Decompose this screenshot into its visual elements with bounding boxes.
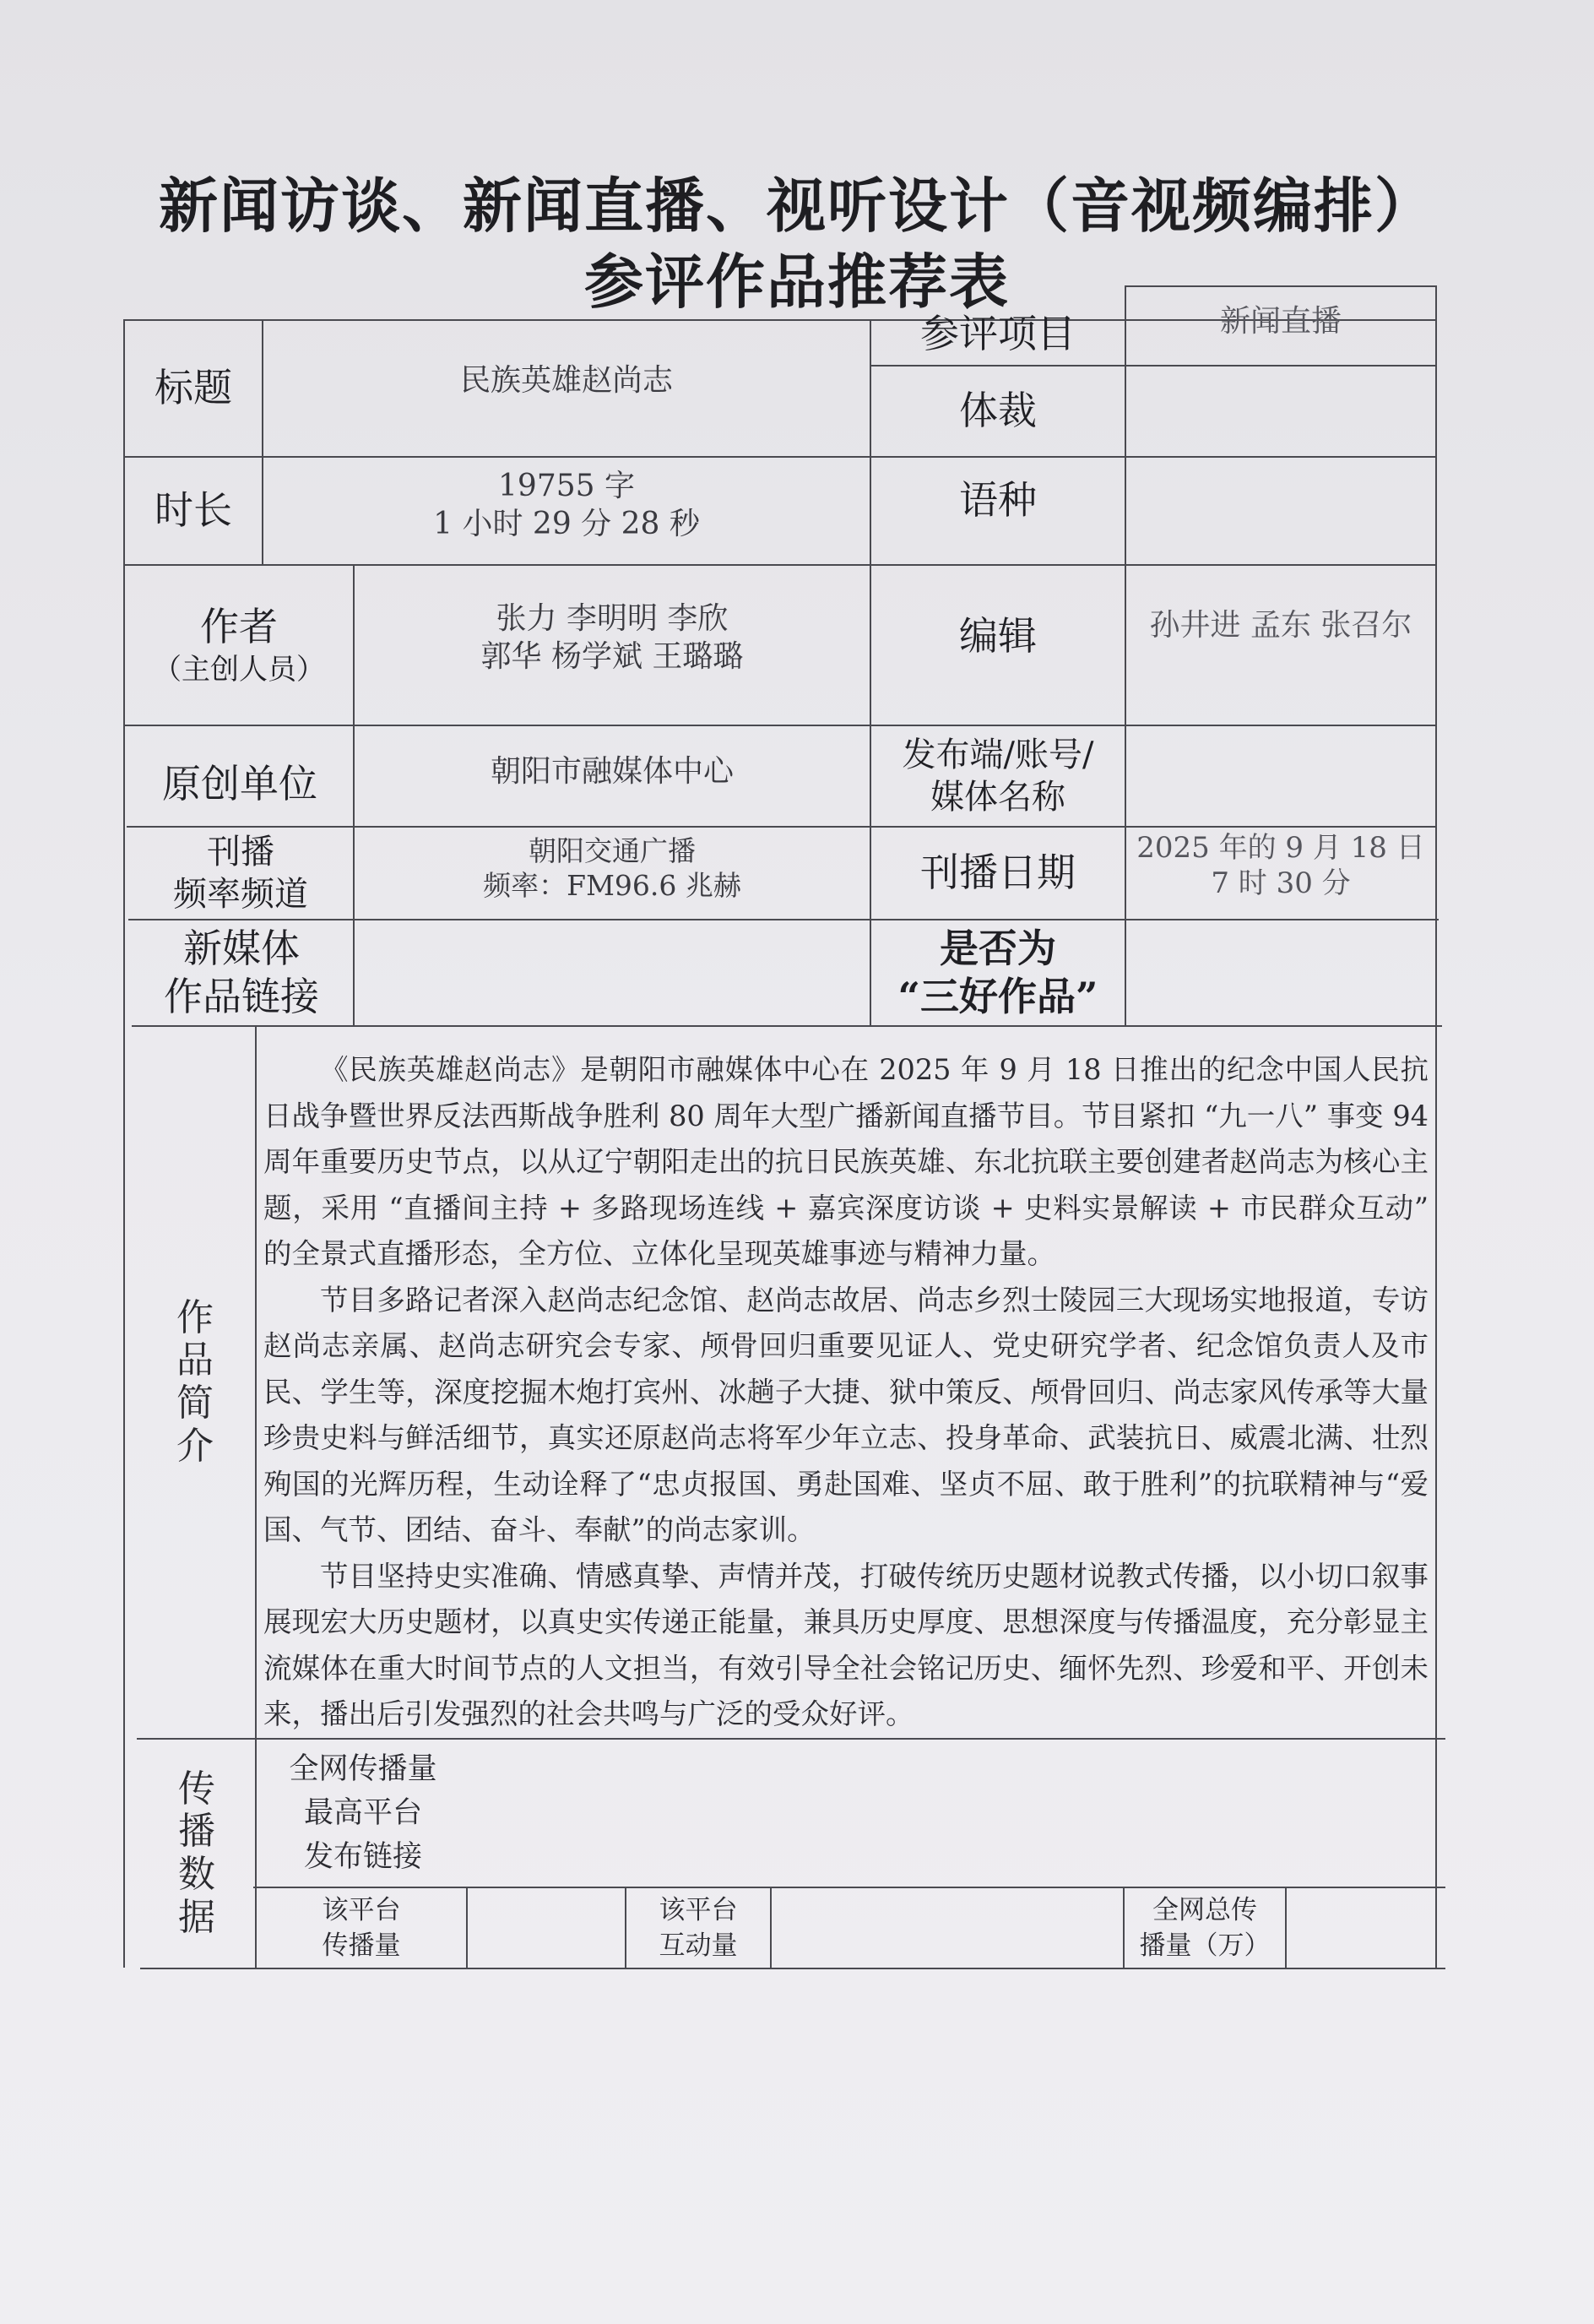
date-line1: 2025 年的 9 月 18 日 [1136, 830, 1425, 865]
channel-value [355, 828, 870, 909]
platform-interact-line1: 该平台 [659, 1895, 738, 1925]
publish-label-line1: 发布端/账号/ [902, 736, 1094, 774]
platform-interact-label [626, 1888, 770, 1968]
spread-label-char-3: 据 [178, 1895, 215, 1939]
spread-label-char-0: 传 [178, 1767, 215, 1811]
intro-text [263, 1047, 1429, 1738]
threegood-label-line2: “三好作品” [897, 974, 1098, 1019]
channel-label [128, 828, 353, 919]
total-spread-label [1125, 1888, 1285, 1968]
date-line2: 7 时 30 分 [1211, 866, 1351, 900]
editor-value: 孙井进 孟东 张召尔 [1149, 607, 1412, 643]
duration-value [263, 458, 870, 552]
category-value: 新闻直播 [1219, 303, 1342, 339]
language-label: 语种 [959, 477, 1037, 524]
threegood-label [871, 920, 1125, 1025]
intro-paragraph-2: 节目多路记者深入赵尚志纪念馆、赵尚志故居、尚志乡烈士陵园三大现场实地报道，专访赵尚志亲属、赵尚志研究会专家、颅骨回归重要见证人、党史研究学者、纪念馆负责人及市民、学生等，深度挖掘木炮打宾州、冰趟子大捷、狱中策反、颅骨回归、尚志家风传承等大量珍贵史料与鲜活细节，真实还原赵尚志将军少年立志、投身革命、武装抗日、威震北满、壮烈殉国的光辉历程，生动诠释了“忠贞报国、勇赴国难、坚贞不屈、敢于胜利”的抗联精神与“爱国、气节、团结、奋斗、奉献”的尚志家训。 [263, 1283, 1429, 1546]
unit-value: 朝阳市融媒体中心 [490, 753, 734, 789]
link-value [355, 920, 870, 1025]
author-sublabel: （主创人员） [153, 652, 325, 687]
platform-spread-line1: 该平台 [322, 1895, 401, 1925]
platform-interact-line2: 互动量 [659, 1930, 738, 1961]
total-spread-line1: 全网总传 [1152, 1895, 1257, 1925]
threegood-value [1126, 920, 1435, 1025]
intro-label-char-0: 作 [176, 1295, 214, 1339]
genre-value [1126, 367, 1435, 456]
duration-line1: 19755 字 [498, 469, 635, 503]
platform-spread-label [257, 1888, 466, 1968]
publish-label-line2: 媒体名称 [930, 778, 1065, 817]
page-title-line2: 参评作品推荐表 [584, 247, 1010, 317]
spread-label [138, 1740, 255, 1968]
date-label: 刊播日期 [920, 850, 1076, 896]
intro-label-char-2: 简 [176, 1382, 214, 1425]
link-label-line1: 新媒体 [183, 925, 300, 971]
headline-value: 民族英雄赵尚志 [459, 362, 673, 398]
headline-label: 标题 [155, 365, 232, 411]
total-spread-line2: 播量（万） [1139, 1930, 1271, 1961]
duration-line2: 1 小时 29 分 28 秒 [433, 507, 700, 541]
channel-label-line1: 刊播 [207, 833, 274, 872]
spread-top-label [257, 1740, 469, 1887]
language-value [1126, 458, 1435, 564]
intro-paragraph-1: 《民族英雄赵尚志》是朝阳市融媒体中心在 2025 年 9 月 18 日推出的纪念中国人民抗日战争暨世界反法西斯战争胜利 80 周年大型广播新闻直播节目。节目紧扣 “九一八” 事变 94 周年重要历史节点，以从辽宁朝阳走出的抗日民族英雄、东北抗联主要创建者赵尚志为核心主题，采用 “直播间主持 + 多路现场连线 + 嘉宾深度访谈 + 史料实景解读 + 市民群众互动” 的全景式直播形态，全方位、立体化呈现英雄事迹与精神力量。 [263, 1053, 1429, 1270]
duration-label: 时长 [155, 487, 232, 534]
author-value [355, 566, 870, 709]
page-title-line1: 新闻访谈、新闻直播、视听设计（音视频编排） [159, 171, 1435, 241]
channel-line1: 朝阳交通广播 [529, 833, 696, 867]
threegood-label-line1: 是否为 [940, 925, 1056, 971]
editor-label: 编辑 [959, 613, 1037, 660]
link-label [130, 920, 353, 1025]
spread-top-line3: 发布链接 [303, 1840, 422, 1874]
platform-spread-line2: 传播量 [322, 1930, 401, 1961]
publish-value [1126, 726, 1435, 826]
genre-label: 体裁 [959, 388, 1037, 434]
spread-top-line2: 最高平台 [303, 1796, 422, 1830]
category-label: 参评项目 [920, 311, 1076, 357]
spread-top-line1: 全网传播量 [289, 1752, 437, 1786]
author-label-main: 作者 [200, 604, 278, 649]
author-line1: 张力 李明明 李欣 [496, 601, 729, 636]
unit-label: 原创单位 [162, 761, 317, 807]
intro-label [135, 1027, 255, 1738]
date-value [1126, 812, 1435, 919]
intro-label-char-3: 介 [176, 1424, 214, 1468]
intro-paragraph-3: 节目坚持史实准确、情感真挚、声情并茂，打破传统历史题材说教式传播，以小切口叙事展现宏大历史题材，以真史实传递正能量，兼具历史厚度、思想深度与传播温度，充分彰显主流媒体在重大时间节点的人文担当，有效引导全社会铭记历史、缅怀先烈、珍爱和平、开创未来，播出后引发强烈的社会共鸣与广泛的受众好评。 [263, 1559, 1429, 1730]
spread-label-char-1: 播 [178, 1810, 215, 1854]
publish-label [871, 726, 1125, 826]
author-line2: 郭华 杨学斌 王璐璐 [480, 639, 744, 674]
link-label-line2: 作品链接 [164, 974, 319, 1019]
channel-label-line2: 频率频道 [173, 875, 308, 914]
spread-label-char-2: 数 [178, 1853, 215, 1896]
channel-line2: 频率：FM96.6 兆赫 [483, 869, 741, 902]
intro-label-char-1: 品 [176, 1338, 214, 1382]
author-label [125, 566, 353, 725]
